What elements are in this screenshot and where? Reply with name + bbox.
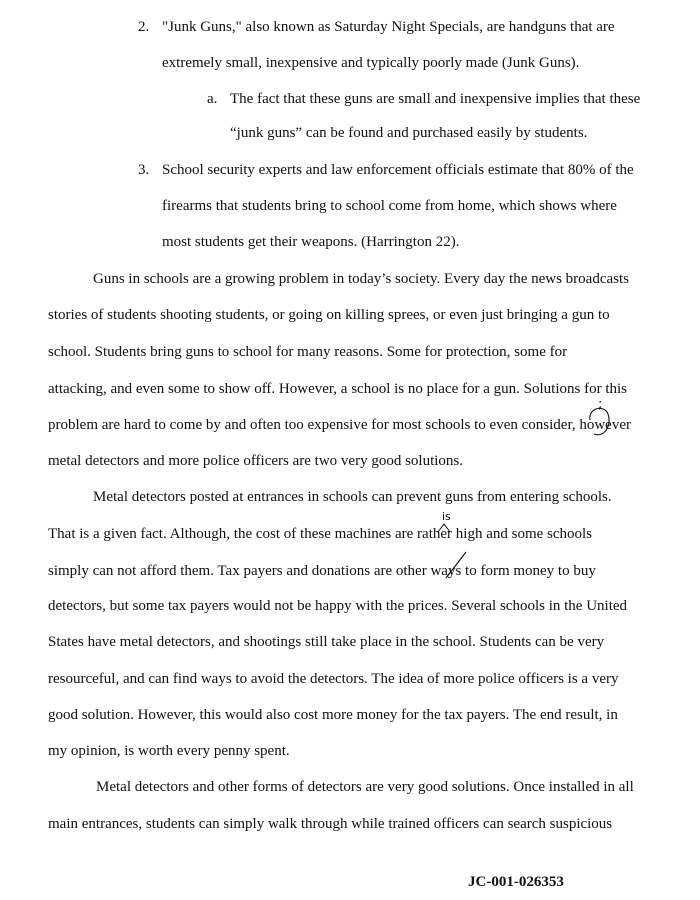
list-item-2-line-2: extremely small, inexpensive and typically poorly made (Junk Guns). [162,55,580,71]
paragraph-1-line-6: metal detectors and more police officers are two very good solutions. [48,453,464,469]
paragraph-2-line-1: Metal detectors posted at entrances in schools can prevent guns from entering schools. [93,489,612,505]
bates-number: JC-001-026353 [468,874,564,890]
list-number-2: 2. [138,19,150,35]
paragraph-3-line-2: main entrances, students can simply walk through while trained officers can search suspicious [48,816,613,832]
paragraph-2-line-3: simply can not afford them. Tax payers and donations are other ways to form money to buy [48,563,596,579]
handwritten-semicolon-insert: ; [598,397,603,412]
list-number-3: 3. [138,162,150,178]
paragraph-2-line-5: States have metal detectors, and shootings still take place in the school. Students can be very [48,634,605,650]
paragraph-1-line-3: school. Students bring guns to school for many reasons. Some for protection, some for [48,344,568,360]
paragraph-3-line-1: Metal detectors and other forms of detectors are very good solutions. Once installed in all [96,779,634,795]
paragraph-1-line-2: stories of students shooting students, or going on killing sprees, or even just bringing a gun to [48,307,610,323]
paragraph-1-line-1: Guns in schools are a growing problem in today’s society. Every day the news broadcasts [93,271,629,287]
list-item-2a-line-2: “junk guns” can be found and purchased easily by students. [230,125,588,141]
list-item-2a-line-1: The fact that these guns are small and inexpensive implies that these [230,91,641,107]
paragraph-2-line-6: resourceful, and can find ways to avoid the detectors. The idea of more police officers is a very [48,671,619,687]
paragraph-2-line-8: my opinion, is worth every penny spent. [48,743,290,759]
list-item-2-line-1: "Junk Guns," also known as Saturday Night Specials, are handguns that are [162,19,615,35]
list-item-3-line-2: firearms that students bring to school come from home, which shows where [162,198,617,214]
paragraph-2-line-7: good solution. However, this would also cost more money for the tax payers. The end result, in [48,707,618,723]
paragraph-2-line-4: detectors, but some tax payers would not be happy with the prices. Several schools in the United [48,598,628,614]
paragraph-1-line-5: problem are hard to come by and often too expensive for most schools to even consider, however [48,417,631,433]
list-letter-a: a. [207,91,218,107]
paragraph-1-line-4: attacking, and even some to show off. However, a school is no place for a gun. Solutions for this [48,381,628,397]
list-item-3-line-1: School security experts and law enforcement officials estimate that 80% of the [162,162,634,178]
handwritten-is-insert: is [442,510,451,523]
paragraph-2-line-2: That is a given fact. Although, the cost of these machines are rather high and some schools [48,526,593,542]
list-item-3-line-3: most students get their weapons. (Harrington 22). [162,234,460,250]
